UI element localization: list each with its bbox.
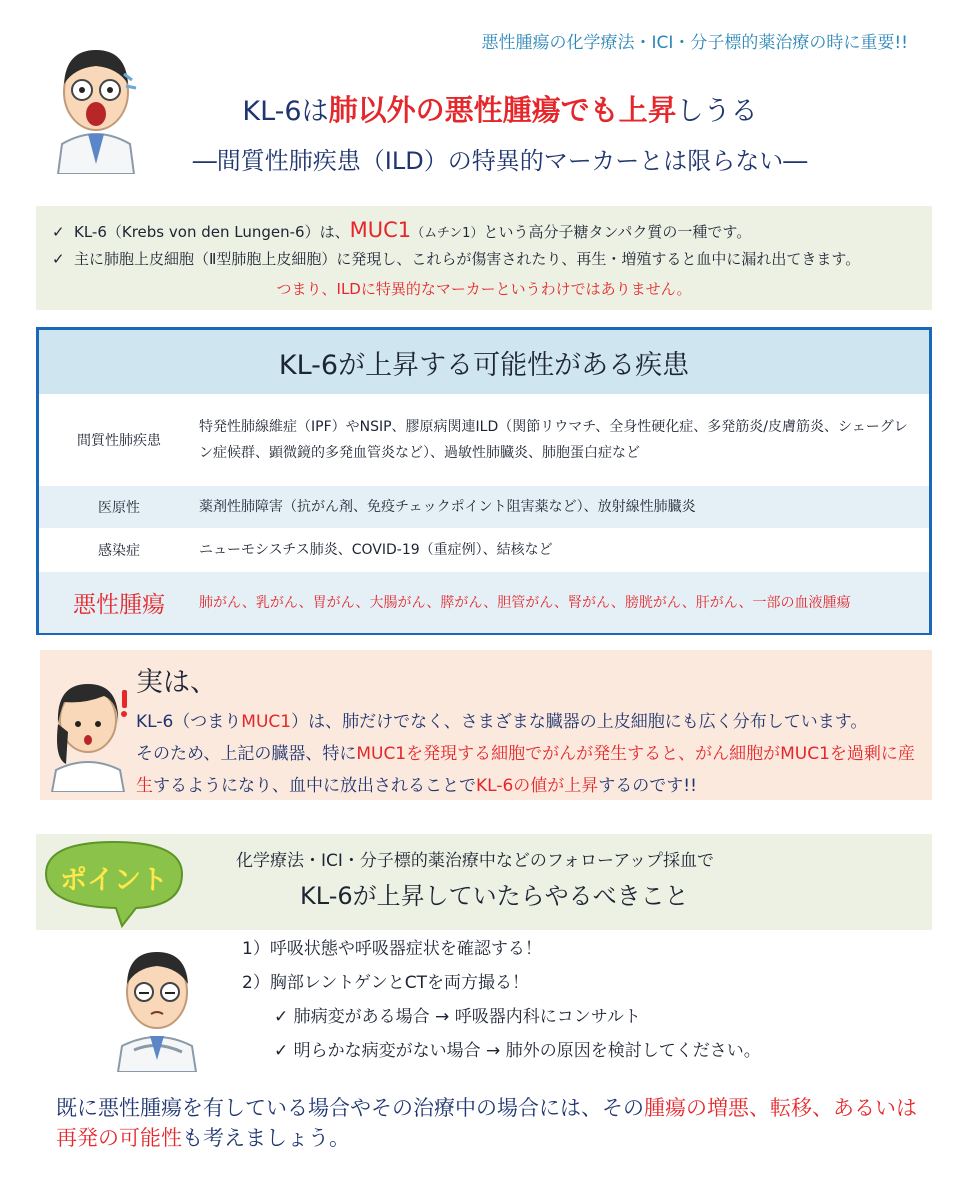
row-category: 医原性 <box>98 500 140 516</box>
closing-text <box>56 1093 936 1153</box>
row-category: 感染症 <box>98 543 140 559</box>
row-description: 薬剤性肺障害（抗がん剤、免疫チェックポイント阻害薬など）、放射線性肺臓炎 <box>199 499 696 515</box>
action-item-2: 2）胸部レントゲンとCTを両方撮る！ <box>242 973 529 993</box>
actual-p2-d: KL-6の値が上昇 <box>476 776 599 796</box>
disease-table-title: KL-6が上昇する可能性がある疾患 <box>39 330 929 394</box>
point-line-2: KL-6が上昇していたらやるべきこと <box>300 882 689 910</box>
point-line-1: 化学療法・ICI・分子標的薬治療中などのフォローアップ採血で <box>236 851 715 871</box>
actually-box <box>40 650 932 800</box>
actual-p2-e: するのです!! <box>598 776 697 796</box>
closing-red: 腫瘍の増悪、転移、あるいは再発の可能性 <box>56 1096 917 1150</box>
page-subtitle: ―間質性肺疾患（ILD）の特異的マーカーとは限らない― <box>192 147 808 175</box>
row-category: 間質性肺疾患 <box>77 433 161 449</box>
point-badge-label: ポイント <box>60 865 168 896</box>
title-prefix: KL-6は <box>242 96 329 127</box>
table-row <box>39 394 929 486</box>
intro-line1-post: という高分子糖タンパク質の一種です。 <box>483 223 752 241</box>
actual-p2-c: するようになり、血中に放出されることで <box>153 776 476 796</box>
table-row <box>39 572 929 633</box>
row-description: 肺がん、乳がん、胃がん、大腸がん、膵がん、胆管がん、腎がん、膀胱がん、肝がん、一部の血液腫瘍 <box>199 594 851 611</box>
intro-box <box>36 206 932 310</box>
actually-heading: 実は、 <box>136 667 217 698</box>
intro-line-2 <box>52 248 916 278</box>
action-item-1: 1）呼吸状態や呼吸器症状を確認する！ <box>242 939 542 959</box>
intro-line1-paren: （ムチン1） <box>411 226 484 241</box>
title-emphasis: 肺以外の悪性腫瘍でも上昇 <box>328 93 677 127</box>
actual-p2-b: MUC1を発現する細胞でがんが発生すると、がん細胞がMUC1を過剰に産生 <box>136 744 915 796</box>
title-suffix: しうる <box>676 96 758 127</box>
check-icon: ✓ <box>52 223 65 241</box>
table-row <box>39 486 929 528</box>
intro-muc1: MUC1 <box>349 218 412 242</box>
actually-body <box>136 706 926 802</box>
row-category: 悪性腫瘍 <box>73 592 165 618</box>
table-row <box>39 528 929 572</box>
actual-p1-post: ）は、肺だけでなく、さまざまな臓器の上皮細胞にも広く分布しています。 <box>291 712 868 732</box>
nurse-exclaim-illustration <box>44 662 134 792</box>
actual-p1-muc: MUC1 <box>241 712 292 732</box>
closing-post: も考えましょう。 <box>182 1126 350 1150</box>
intro-line1-pre: KL-6（Krebs von den Lungen-6）は、 <box>74 223 350 241</box>
disease-table <box>36 327 932 635</box>
actual-p1-pre: KL-6（つまり <box>136 712 242 732</box>
action-list <box>242 932 761 1068</box>
check-icon: ✓ <box>52 250 65 268</box>
page-title <box>0 88 960 129</box>
row-description: 特発性肺線維症（IPF）やNSIP、膠原病関連ILD（関節リウマチ、全身性硬化症、多発筋炎/皮膚筋炎、シェーグレン症候群、顕微鏡的多発血管炎など）、過敏性肺臓炎、肺胞蛋白症など <box>199 419 908 461</box>
actual-p2-a: そのため、上記の臓器、特に <box>136 744 357 764</box>
intro-conclusion: つまり、ILDに特異的なマーカーというわけではありません。 <box>276 280 692 298</box>
point-badge <box>36 834 192 932</box>
action-subitem-2: ✓ 明らかな病変がない場合 → 肺外の原因を検討してください。 <box>274 1041 761 1061</box>
thinking-doctor-illustration <box>112 936 202 1072</box>
intro-line2: 主に肺胞上皮細胞（Ⅱ型肺胞上皮細胞）に発現し、これらが傷害されたり、再生・増殖すると血中に漏れ出てきます。 <box>74 250 861 268</box>
action-subitem-1: ✓ 肺病変がある場合 → 呼吸器内科にコンサルト <box>274 1007 641 1027</box>
intro-line-1 <box>52 218 916 248</box>
row-description: ニューモシスチス肺炎、COVID-19（重症例）、結核など <box>199 542 553 558</box>
top-note: 悪性腫瘍の化学療法・ICI・分子標的薬治療の時に重要!! <box>481 33 908 53</box>
closing-pre: 既に悪性腫瘍を有している場合やその治療中の場合には、その <box>56 1096 644 1120</box>
